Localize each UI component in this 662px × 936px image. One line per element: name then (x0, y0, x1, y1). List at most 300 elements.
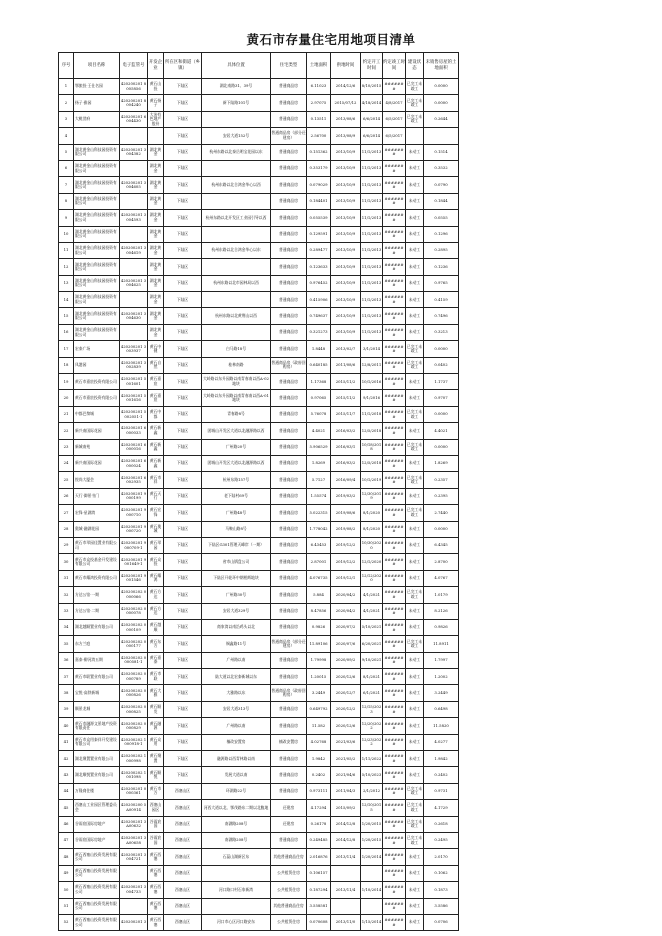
table-cell: 黄石新鑫 (148, 423, 164, 439)
table-cell: 2/1/2012 (361, 783, 383, 799)
table-cell: 2013/10/9 (331, 193, 361, 209)
table-cell: 47 (59, 832, 74, 848)
table-cell: 凤港园 (74, 357, 120, 373)
table-cell: 0.289477 (307, 242, 331, 258)
table-cell: 2020/07/2 (331, 619, 361, 635)
table-cell: 未动工 (406, 865, 424, 881)
table-cell: 2020/04/2 (331, 603, 361, 619)
table-row (59, 619, 459, 635)
table-cell: 楠改安置房 (202, 734, 271, 750)
table-cell: 黄石新鑫 (148, 439, 164, 455)
table-cell: 杭州东路以北黄荆山以西 (202, 308, 271, 324)
table-row (59, 390, 459, 406)
table-cell: 黄石翠园 (148, 537, 164, 553)
table-cell: 湖北黄金 (148, 160, 164, 176)
table-cell: 湖北黄金 (148, 210, 164, 226)
table-cell: 2 (59, 95, 74, 111)
table-cell: ####### (383, 783, 406, 799)
header-row (59, 53, 459, 79)
table-cell: ####### (383, 390, 406, 406)
table-cell: 0.640185 (307, 357, 331, 373)
header-cell: 建设状态 (406, 53, 424, 79)
table-cell: 东方兰庭 (74, 636, 120, 652)
table-cell (120, 865, 148, 881)
table-cell: 0.0706 (424, 914, 459, 930)
table-cell: 黄石方达 (148, 587, 164, 603)
table-cell: 12/8/2011 (361, 357, 383, 373)
table-cell: 普通商品房 (271, 619, 307, 635)
table-cell: 2020/04/2 (331, 587, 361, 603)
table-cell: 团城山开发区大道以北融源路以西 (202, 455, 271, 471)
table-cell: 3/1/2014 (361, 341, 383, 357)
table-cell: 35 (59, 636, 74, 652)
table-cell: 广州路以南 (202, 718, 271, 734)
table-cell: 普通商品房 (271, 406, 307, 422)
table-cell: 2020/12/7 (331, 685, 361, 701)
table-cell: 普通商品房 (271, 95, 307, 111)
table-cell: 4.0767 (424, 570, 459, 586)
table-cell: 公共租赁住房 (271, 914, 307, 930)
table-cell: 5/10/2023 (361, 767, 383, 783)
table-cell: 18 (59, 357, 74, 373)
table-cell: 20 (59, 390, 74, 406)
table-cell: 420200201 3004721 (120, 849, 148, 865)
table-cell: ####### (383, 554, 406, 570)
table-cell: 0.0000 (424, 79, 459, 95)
table-cell: 普通商品房 (271, 324, 307, 340)
table-cell: 杭州东路以北合鸿金华心以东 (202, 242, 271, 258)
table-cell: 6.11023 (307, 79, 331, 95)
table-cell: 未动工 (406, 455, 424, 471)
table-cell: 1 (59, 79, 74, 95)
table-row (59, 95, 459, 111)
table-cell: 杭州东路以北合鸿金华心以西 (202, 177, 271, 193)
table-cell: 湖北越顺置业有限公司 (74, 619, 120, 635)
table-cell: 2015/07/12 (331, 95, 361, 111)
table-cell (202, 160, 271, 176)
table-cell: 5.884 (307, 587, 331, 603)
table-cell: 下陆区 (164, 144, 202, 160)
table-cell: 下陆区 (164, 95, 202, 111)
table-cell: 广州路48号 (202, 505, 271, 521)
table-row (59, 685, 459, 701)
table-cell: 已完工未竣工 (406, 832, 424, 848)
table-cell: 1.8269 (307, 455, 331, 471)
table-cell: 0.9826 (307, 619, 331, 635)
table-cell: 11/1/2013 (361, 275, 383, 291)
table-cell: 下陆区 (164, 505, 202, 521)
table-cell: 4.4021 (307, 423, 331, 439)
table-cell: 50 (59, 882, 74, 898)
table-cell: 11/1/2013 (361, 292, 383, 308)
table-cell: 还建房 (271, 816, 307, 832)
table-cell: 1.17368 (307, 374, 331, 390)
table-cell: 3.2449 (424, 685, 459, 701)
table-cell: 其他普通商品住房 (271, 898, 307, 914)
table-cell: 12/20/2022 (361, 718, 383, 734)
table-cell: 黄石大雅 (148, 685, 164, 701)
table-cell: 420200202 0000829 (120, 718, 148, 734)
table-cell: 黄石新鑫 (148, 455, 164, 471)
table-cell: 未动工 (406, 177, 424, 193)
table-cell: 420200201 8005856 (120, 79, 148, 95)
table-cell: 2.87001 (307, 554, 331, 570)
table-cell: 嘉泰·柳河湾五期 (74, 652, 120, 668)
table-cell: ####### (383, 898, 406, 914)
table-cell: 未动工 (406, 882, 424, 898)
table-cell: 31 (59, 570, 74, 586)
table-cell: 2013/08/6 (331, 111, 361, 127)
table-row (59, 193, 459, 209)
table-cell: 未动工 (406, 292, 424, 308)
table-cell: ####### (383, 865, 406, 881)
table-cell: 中都巴黎城 (74, 406, 120, 422)
table-row (59, 652, 459, 668)
table-cell: 17 (59, 341, 74, 357)
table-cell: 安居大道313号 (202, 701, 271, 717)
table-cell: 2021/04/6 (331, 767, 361, 783)
header-cell: 项目名称 (74, 53, 120, 79)
table-cell: 6.43453 (307, 537, 331, 553)
table-cell: ####### (383, 79, 406, 95)
table-cell: 15 (59, 308, 74, 324)
table-cell: 黄石西塞山投资发展有限公司 (74, 865, 120, 881)
table-cell (406, 128, 424, 144)
table-cell: ####### (383, 406, 406, 422)
table-cell: 悦尚大厦会 (74, 472, 120, 488)
page-title: 黄石市存量住宅用地项目清单 (246, 32, 416, 47)
table-cell: 2016/03/2 (331, 455, 361, 471)
table-cell: 湖北黄金山科技园投资有限公司 (74, 275, 120, 291)
table-cell: 1/20/2015 (361, 816, 383, 832)
table-cell: 还建房 (271, 800, 307, 816)
table-cell: 未动工 (406, 685, 424, 701)
table-cell: 黄石耀鸿 (148, 570, 164, 586)
table-cell: 0.1514 (424, 144, 459, 160)
table-cell: ####### (383, 832, 406, 848)
table-cell: 普通商品房 (271, 455, 307, 471)
table-row (59, 374, 459, 390)
table-cell: 12/12/2020 (361, 570, 383, 586)
table-cell (202, 865, 271, 881)
table-cell: 黄石市融源文景地产投资有限责任 (74, 718, 120, 734)
table-cell: 0.070608 (307, 914, 331, 930)
table-row (59, 832, 459, 848)
table-cell: ####### (383, 652, 406, 668)
table-cell: 2019/12/2 (331, 537, 361, 553)
table-cell: 24 (59, 455, 74, 471)
table-cell: 8/1/2020 (361, 521, 383, 537)
table-cell: 5.022315 (307, 505, 331, 521)
table-cell: 4/1/2021 (361, 587, 383, 603)
table-cell: 湖北黄金 (148, 259, 164, 275)
table-cell: 黄石东方 (148, 636, 164, 652)
table-cell: 普通商品房 (271, 587, 307, 603)
table-cell: 西塞山区 (164, 849, 202, 865)
table-cell: 融源路以西青林路以南 (202, 751, 271, 767)
table-cell: 普通商品房（政府回购房） (271, 685, 307, 701)
table-cell: 桂林南路 (202, 357, 271, 373)
table-cell: 普通商品房 (271, 783, 307, 799)
table-cell: 黄石西塞山投资发展有限公司 (74, 882, 120, 898)
table-cell: 宏锋·星湖湾 (74, 505, 120, 521)
table-cell: 2019/12/1 (331, 570, 361, 586)
table-cell: 420200202 0000177 (120, 636, 148, 652)
table-row (59, 636, 459, 652)
table-cell: 普通商品房 (271, 177, 307, 193)
table-row (59, 210, 459, 226)
table-cell: ####### (383, 701, 406, 717)
table-cell: ####### (383, 292, 406, 308)
table-cell: 420200201 3 (120, 914, 148, 930)
table-cell: 0.2402 (307, 767, 331, 783)
table-row (59, 488, 459, 504)
table-cell (202, 193, 271, 209)
table-cell: 已完工未竣工 (406, 439, 424, 455)
table-cell: ####### (383, 718, 406, 734)
table-cell: 西塞山区 (164, 800, 202, 816)
table-cell: 420200201 6002935 (120, 472, 148, 488)
table-cell: 普通商品房 (271, 144, 307, 160)
table-cell: 未动工 (406, 767, 424, 783)
table-cell: 420200201 9001546 (120, 570, 148, 586)
table-cell: 4/8/2017 (383, 95, 406, 111)
table-cell: 湖北黄金 (148, 226, 164, 242)
table-cell: 未动工 (406, 144, 424, 160)
table-cell: 普通商品房 (271, 521, 307, 537)
table-cell: 11/1/2013 (361, 177, 383, 193)
table-cell (202, 111, 271, 127)
table-row (59, 734, 459, 750)
table-cell: 0.97065 (307, 390, 331, 406)
table-cell: 下陆区 (164, 128, 202, 144)
table-cell: 0.749637 (307, 308, 331, 324)
table-cell: 普通商品房 (271, 439, 307, 455)
table-row (59, 718, 459, 734)
table-row (59, 505, 459, 521)
table-cell (331, 865, 361, 881)
table-cell: 西塞山区 (164, 783, 202, 799)
table-cell: 420200201 5001616 (120, 390, 148, 406)
table-cell: 2013/02/7 (331, 341, 361, 357)
table-cell: 南湖路208号 (202, 816, 271, 832)
table-cell: 0.6498 (424, 701, 459, 717)
table-cell: 宝悦·高铁新城 (74, 685, 120, 701)
table-row (59, 701, 459, 717)
table-cell: 0.13511 (307, 111, 331, 127)
table-cell: 湖北黄金山科技园投资有限公司 (74, 324, 120, 340)
table-cell: 420200201 3004625 (120, 275, 148, 291)
table-row (59, 226, 459, 242)
table-cell: ####### (383, 226, 406, 242)
header-cell: 住宅类型 (271, 53, 307, 79)
table-cell: 6/5/2017 (383, 128, 406, 144)
table-cell: 0.3532 (424, 160, 459, 176)
table-row (59, 292, 459, 308)
table-cell (202, 898, 271, 914)
table-cell: 6/1/2021 (361, 685, 383, 701)
table-cell: 团城山开发区大道以北融源路以西 (202, 423, 271, 439)
table-cell (361, 898, 383, 914)
table-cell: 6.4345 (424, 537, 459, 553)
table-cell: 420200201 3004382 (120, 144, 148, 160)
table-cell: 黄石西塞 (148, 865, 164, 881)
table-cell: 普通商品房 (271, 603, 307, 619)
table-cell: 2020/07/6 (331, 636, 361, 652)
table-cell: 0.184401 (307, 193, 331, 209)
table-cell: 4 (59, 128, 74, 144)
table-cell: ####### (383, 455, 406, 471)
table-cell: 湖北聚置置业有限公司 (74, 751, 120, 767)
table-cell: ####### (383, 357, 406, 373)
table-cell: 大岭路以东升园路以南青春南以西A-01地块 (202, 390, 271, 406)
table-cell: 西塞山区 (164, 816, 202, 832)
table-cell: 2013/10/9 (331, 324, 361, 340)
table-cell: 8.47856 (307, 603, 331, 619)
table-cell: 1.9842 (307, 751, 331, 767)
table-cell: 新城南苑 (74, 439, 120, 455)
table-row (59, 324, 459, 340)
header-cell: 具体位置 (202, 53, 271, 79)
table-cell: 4/18/2014 (361, 95, 383, 111)
table-cell: 0.0555 (424, 210, 459, 226)
table-cell: 黄石市翠园佳置业有限公司 (74, 537, 120, 553)
table-cell: 湖北黄金 (148, 275, 164, 291)
table-cell: 12/10/2015 (361, 800, 383, 816)
table-cell: 谷雨宸国际房地产 (74, 832, 120, 848)
table-cell: 0.3213 (424, 324, 459, 340)
header-cell: 序号 (59, 53, 74, 79)
table-cell: 9/10/2021 (361, 652, 383, 668)
table-cell: 黄石市联 (148, 669, 164, 685)
table-cell: 普通商品房 (271, 570, 307, 586)
table-cell: 未动工 (406, 308, 424, 324)
table-cell: 扬子·雅园 (74, 95, 120, 111)
table-cell: 已完工未竣工 (406, 95, 424, 111)
table-cell: 2013/10/9 (331, 292, 361, 308)
table-cell: 湖北黄金 (148, 193, 164, 209)
table-cell: 1.55574 (307, 488, 331, 504)
table-cell: 杭州东路以北开发区工业园引导以西 (202, 210, 271, 226)
table-cell: 下陆区 (164, 488, 202, 504)
table-cell: 2.0170 (424, 849, 459, 865)
table-cell: 已完工未竣工 (406, 783, 424, 799)
table-cell: 万隆商住楼 (74, 783, 120, 799)
table-cell: 下陆区 (164, 685, 202, 701)
table-cell: 杭州东路157号 (202, 472, 271, 488)
table-cell: 39 (59, 701, 74, 717)
table-cell: 湖北黄金山科技园投资有限公司 (74, 177, 120, 193)
table-cell: 普通商品房 (271, 554, 307, 570)
header-cell: 供地时间 (331, 53, 361, 79)
table-cell: 1.20015 (307, 669, 331, 685)
table-row (59, 767, 459, 783)
table-cell: 河西大道以北、鄂茂路东二期以北腹地 (202, 800, 271, 816)
table-cell (361, 865, 383, 881)
table-cell: 未动工 (406, 537, 424, 553)
table-cell: 2016/03/2 (331, 423, 361, 439)
table-cell: 25 (59, 472, 74, 488)
table-cell: 青春路8号 (202, 406, 271, 422)
table-cell: 黄石众投 (148, 554, 164, 570)
table-cell: 11/1/2013 (361, 160, 383, 176)
table-cell: 黄石顺悦 (148, 767, 164, 783)
table-cell: 4/1/2021 (361, 603, 383, 619)
table-cell: 普通商品房 (271, 292, 307, 308)
table-cell: 12/23/2022 (361, 734, 383, 750)
table-row (59, 537, 459, 553)
table-cell: 420200201 6000024 (120, 455, 148, 471)
table-cell: ####### (383, 669, 406, 685)
table-cell: 1.0179 (424, 587, 459, 603)
table-cell: 黄石宏锋 (148, 505, 164, 521)
table-cell: 33 (59, 603, 74, 619)
table-cell: 已完工未竣工 (406, 800, 424, 816)
table-cell: ####### (383, 423, 406, 439)
table-cell: 杭州东路以北市园林局以西 (202, 275, 271, 291)
table-body (59, 79, 459, 931)
table-cell: ####### (383, 242, 406, 258)
header-cell: 未销售房屋的土地面积 (424, 53, 459, 79)
table-cell: 0.2402 (424, 767, 459, 783)
table-cell: 10/1/2016 (361, 374, 383, 390)
table-cell: 11/1/2013 (361, 193, 383, 209)
table-cell: 1.9842 (424, 751, 459, 767)
table-cell: 白马路18号 (202, 341, 271, 357)
table-cell: 已完工未竣工 (406, 505, 424, 521)
table-cell: 11/1/2013 (361, 308, 383, 324)
table-cell: 4.1729 (424, 800, 459, 816)
table-cell: 420200201 8004240 (120, 95, 148, 111)
table-cell: 未动工 (406, 160, 424, 176)
table-cell: 黄石市众用泰祥开发建设有限公司 (74, 734, 120, 750)
table-cell: 黄石越顺 (148, 619, 164, 635)
table-cell: 马鞍山路8号 (202, 521, 271, 537)
table-cell: ####### (383, 751, 406, 767)
table-cell: 黄石中健 (148, 341, 164, 357)
table-cell: ####### (383, 144, 406, 160)
table-cell: ####### (383, 816, 406, 832)
table-cell: 2013/10/9 (331, 226, 361, 242)
table-cell: 11.582 (307, 718, 331, 734)
table-cell: 已完工未竣工 (406, 357, 424, 373)
table-cell: 下陆区 (164, 275, 202, 291)
table-cell: 下陆区G301管理天峰岸（一期） (202, 537, 271, 553)
table-cell: 0.973111 (307, 783, 331, 799)
table-cell: 黄石西塞 (148, 914, 164, 930)
table-cell: 黄石西塞山投资发展有限公司 (74, 898, 120, 914)
table-cell: 9/1/2016 (361, 390, 383, 406)
table-cell: 湖北黄金 (148, 144, 164, 160)
table-cell: 28 (59, 521, 74, 537)
table-cell: 谷雨宸国际房地产 (74, 816, 120, 832)
table-cell: 环湖路22号 (202, 783, 271, 799)
table-cell: ####### (383, 488, 406, 504)
table-cell: 天行·御景书门 (74, 488, 120, 504)
table-cell: 黄石自然 (148, 357, 164, 373)
table-cell: 0.1236 (424, 259, 459, 275)
table-cell: 5/10/2021 (361, 619, 383, 635)
table-cell: 420200202 1000918-1 (120, 734, 148, 750)
table-cell: 安居大道152号 (202, 128, 271, 144)
table-cell: 普通商品房（部分还建房） (271, 636, 307, 652)
table-cell: 下陆区 (164, 570, 202, 586)
table-cell: 0.0790 (424, 177, 459, 193)
table-cell: 19 (59, 374, 74, 390)
table-cell: 普通商品房 (271, 537, 307, 553)
table-cell: 27 (59, 505, 74, 521)
table-cell: 黄石嘉泰 (148, 652, 164, 668)
